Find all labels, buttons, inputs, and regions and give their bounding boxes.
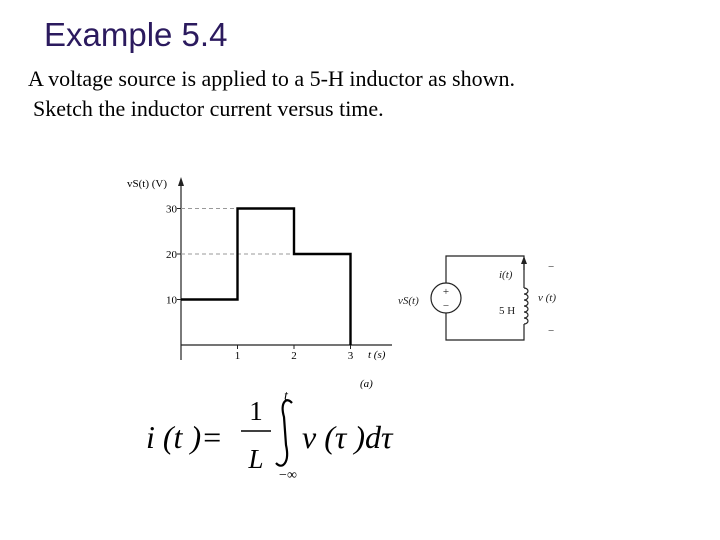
top-polarity-sign: − [548, 261, 555, 273]
y-axis-arrow [178, 177, 184, 186]
inductor-voltage-label: v (t) [538, 292, 557, 304]
x-tick-label: 2 [291, 350, 297, 362]
current-arrowhead [521, 256, 527, 264]
inductor-label: 5 H [499, 305, 516, 317]
integral-formula [146, 389, 394, 483]
slide-title: Example 5.4 [44, 16, 228, 53]
source-label: vS(t) [398, 295, 419, 307]
formula-lhs: i (t )= [146, 419, 223, 455]
y-axis-label: vS(t) (V) [127, 178, 168, 190]
source-plus-sign: + [442, 286, 450, 298]
y-tick-label: 20 [166, 249, 177, 261]
bottom-polarity-sign: − [548, 325, 555, 337]
x-tick-label: 3 [347, 350, 354, 362]
tick-marks [177, 209, 351, 350]
voltage-chart [127, 177, 392, 390]
x-tick-label: 1 [234, 350, 241, 362]
problem-statement-line-1: A voltage source is applied to a 5-H inductor as shown. [28, 66, 515, 91]
figure-caption: (a) [360, 378, 373, 390]
y-tick-label: 10 [166, 294, 177, 307]
formula-denominator: L [248, 444, 264, 474]
formula-numerator: 1 [249, 396, 263, 426]
integral-sign [276, 400, 292, 465]
bottom-wire [446, 313, 524, 340]
voltage-step-series [181, 209, 351, 346]
formula-integrand: v (τ )dτ [302, 419, 393, 455]
source-minus-sign: − [442, 300, 450, 312]
inductor-coil [524, 288, 528, 324]
integral-upper-limit: t [284, 389, 288, 404]
circuit-diagram [431, 256, 528, 340]
y-tick-label: 30 [166, 203, 177, 216]
integral-lower-limit: −∞ [279, 468, 297, 483]
current-label: i(t) [499, 269, 513, 281]
problem-statement-line-2: Sketch the inductor current versus time. [33, 96, 384, 121]
x-axis-label: t (s) [368, 349, 386, 361]
